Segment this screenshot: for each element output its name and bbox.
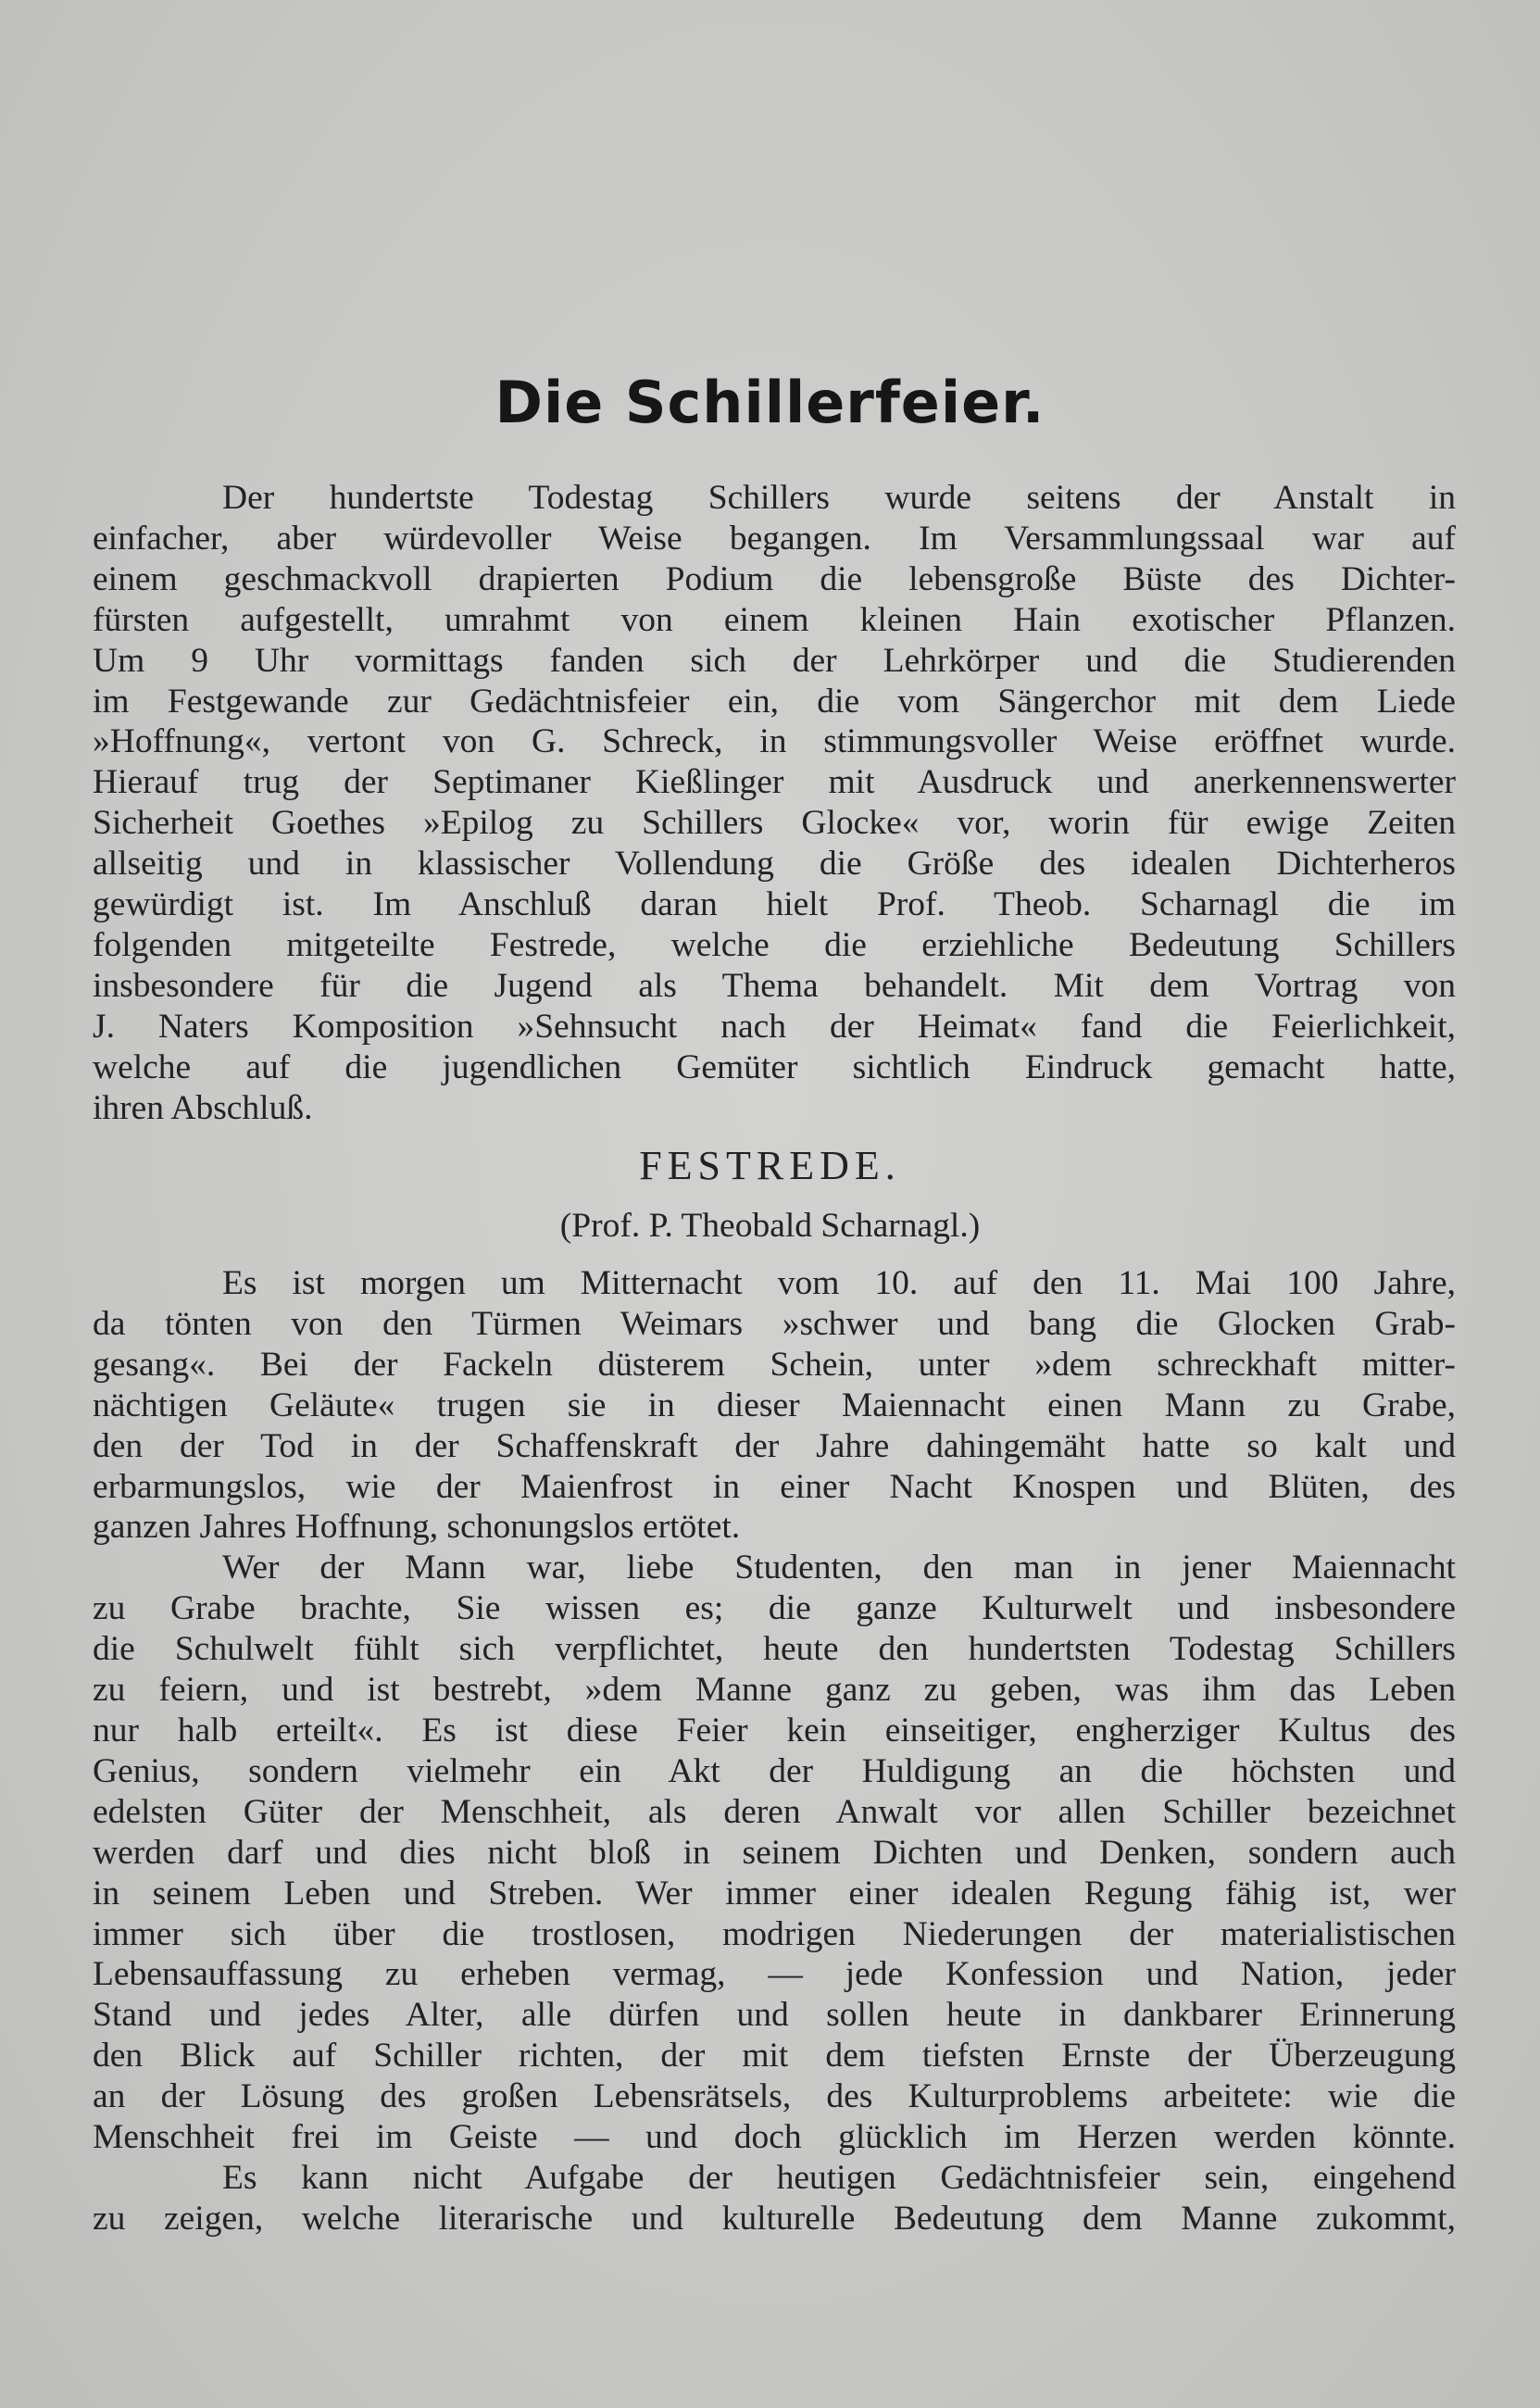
text-line: zu Grabe brachte, Sie wissen es; die ganze Kulturwelt und insbesondere <box>93 1589 1456 1628</box>
text-line: allseitig und in klassischer Vollendung die Größe des idealen Dichterheros <box>93 845 1456 884</box>
text-line: edelsten Güter der Menschheit, als deren Anwalt vor allen Schiller bezeichnet <box>93 1792 1456 1831</box>
text-line: einfacher, aber würdevoller Weise begangen. Im Versammlungssaal war auf <box>93 519 1456 558</box>
text-line: Stand und jedes Alter, alle dürfen und sollen heute in dankbarer Erinnerung <box>93 1996 1456 2035</box>
text-line: gewürdigt ist. Im Anschluß daran hielt Prof. Theob. Scharnagl die im <box>93 885 1456 924</box>
text-line: nächtigen Geläute« trugen sie in dieser Maiennacht einen Mann zu Grabe, <box>93 1386 1456 1424</box>
text-line: ihren Abschluß. <box>93 1088 313 1127</box>
text-line: Sicherheit Goethes »Epilog zu Schillers Glocke« vor, worin für ewige Zeiten <box>93 804 1456 843</box>
text-line: werden darf und dies nicht bloß in seinem Dichten und Denken, sondern auch <box>93 1833 1456 1872</box>
text-line: Genius, sondern vielmehr ein Akt der Huldigung an die höchsten und <box>93 1751 1456 1790</box>
text-line: gesang«. Bei der Fackeln düsterem Schein, unter »dem schreckhaft mitter- <box>93 1345 1456 1384</box>
text-line: »Hoffnung«, vertont von G. Schreck, in stimmungsvoller Weise eröffnet wurde. <box>93 722 1456 761</box>
text-line: an der Lösung des großen Lebensrätsels, des Kulturproblems arbeitete: wie die <box>93 2077 1456 2116</box>
text-line: insbesondere für die Jugend als Thema behandelt. Mit dem Vortrag von <box>93 966 1456 1005</box>
speech-paragraph-2 <box>93 1548 1456 2158</box>
text-line: Es ist morgen um Mitternacht vom 10. auf den 11. Mai 100 Jahre, <box>222 1264 1456 1302</box>
text-line: da tönten von den Türmen Weimars »schwer und bang die Glocken Grab- <box>93 1304 1456 1343</box>
text-line: Um 9 Uhr vormittags fanden sich der Lehrkörper und die Studierenden <box>93 641 1456 680</box>
text-line: Es kann nicht Aufgabe der heutigen Gedächtnisfeier sein, eingehend <box>222 2158 1456 2197</box>
text-line: Der hundertste Todestag Schillers wurde seitens der Anstalt in <box>222 479 1456 517</box>
text-line: den Blick auf Schiller richten, der mit dem tiefsten Ernste der Überzeugung <box>93 2037 1456 2076</box>
text-line: welche auf die jugendlichen Gemüter sichtlich Eindruck gemacht hatte, <box>93 1047 1456 1086</box>
section-heading: FESTREDE. <box>639 1143 901 1188</box>
text-line: Lebensauffassung zu erheben vermag, — jede Konfession und Nation, jeder <box>93 1955 1456 1994</box>
text-line: nur halb erteilt«. Es ist diese Feier kein einseitiger, engherziger Kultus des <box>93 1711 1456 1750</box>
text-line: Menschheit frei im Geiste — und doch glücklich im Herzen werden könnte. <box>93 2118 1456 2157</box>
intro-text <box>93 478 1456 1129</box>
text-line: ganzen Jahres Hoffnung, schonungslos ertötet. <box>93 1508 741 1547</box>
speech-paragraph-3 <box>93 2158 1456 2239</box>
text-line: J. Naters Komposition »Sehnsucht nach der Heimat« fand die Feierlichkeit, <box>93 1007 1456 1046</box>
speech-paragraph-1 <box>93 1263 1456 1548</box>
text-line: erbarmungslos, wie der Maienfrost in einer Nacht Knospen und Blüten, des <box>93 1467 1456 1506</box>
text-line: Hierauf trug der Septimaner Kießlinger mit Ausdruck und anerkennenswerter <box>93 763 1456 802</box>
text-line: in seinem Leben und Streben. Wer immer einer idealen Regung fähig ist, wer <box>93 1874 1456 1913</box>
text-line: Wer der Mann war, liebe Studenten, den man in jener Maiennacht <box>222 1549 1456 1587</box>
text-line: folgenden mitgeteilte Festrede, welche die erziehliche Bedeutung Schillers <box>93 925 1456 964</box>
intro-paragraph <box>93 478 1456 1129</box>
text-line: fürsten aufgestellt, umrahmt von einem kleinen Hain exotischer Pflanzen. <box>93 600 1456 639</box>
text-line: immer sich über die trostlosen, modrigen Niederungen der materialistischen <box>93 1914 1456 1953</box>
text-line: einem geschmackvoll drapierten Podium die lebensgroße Büste des Dichter- <box>93 559 1456 598</box>
section-author: (Prof. P. Theobald Scharnagl.) <box>559 1207 981 1245</box>
text-line: die Schulwelt fühlt sich verpflichtet, heute den hundertsten Todestag Schillers <box>93 1630 1456 1669</box>
text-line: zu zeigen, welche literarische und kulturelle Bedeutung dem Manne zukommt, <box>93 2199 1456 2238</box>
page-title: Die Schillerfeier. <box>495 369 1045 436</box>
text-line: im Festgewande zur Gedächtnisfeier ein, die vom Sängerchor mit dem Liede <box>93 682 1456 721</box>
text-line: den der Tod in der Schaffenskraft der Jahre dahingemäht hatte so kalt und <box>93 1426 1456 1465</box>
speech-body <box>93 1263 1456 2239</box>
text-line: zu feiern, und ist bestrebt, »dem Manne ganz zu geben, was ihm das Leben <box>93 1671 1456 1710</box>
